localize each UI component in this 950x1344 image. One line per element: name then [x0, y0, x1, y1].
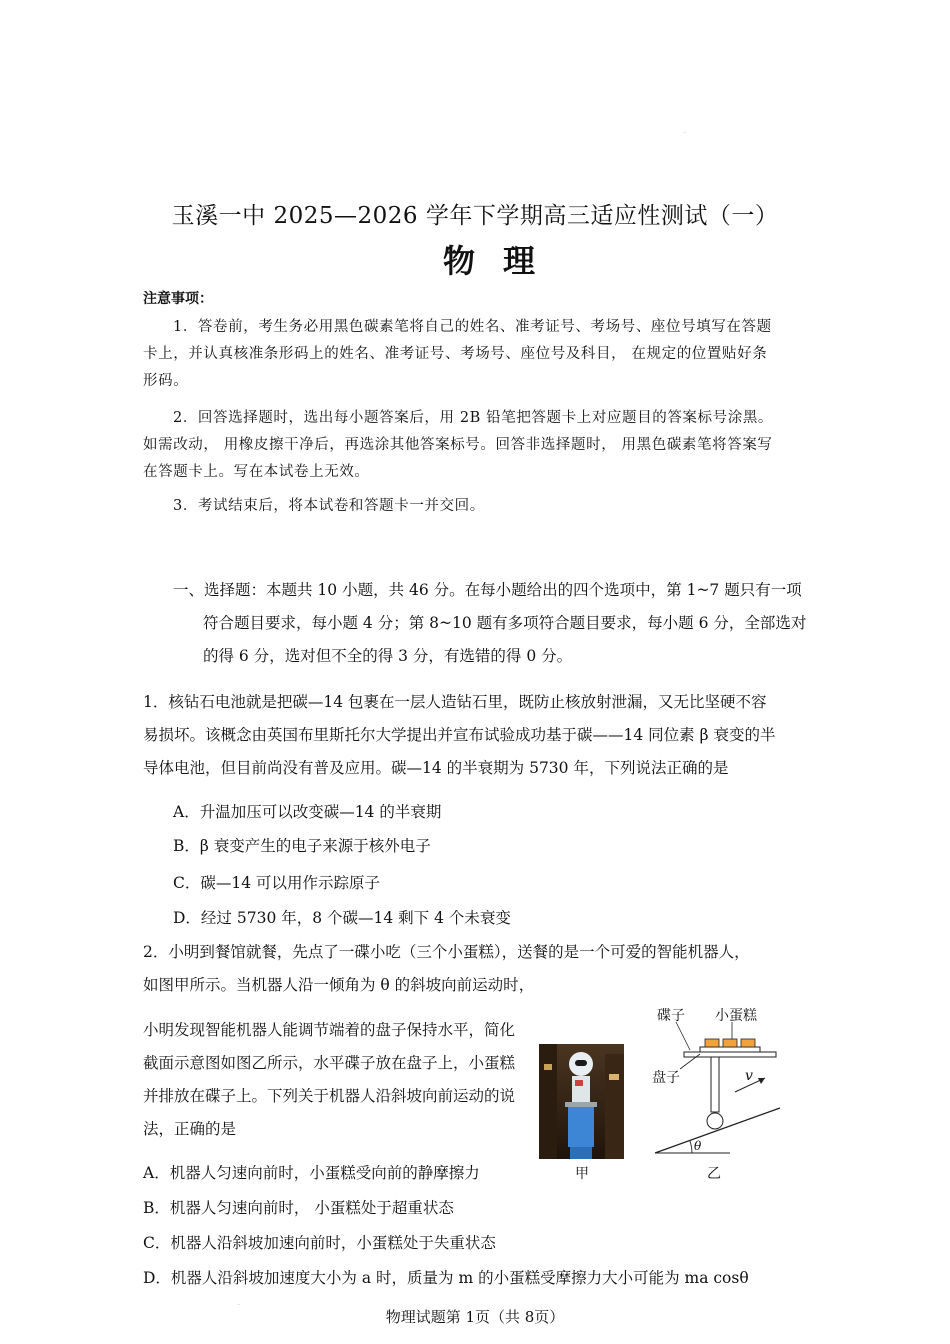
label-theta: θ [694, 1139, 702, 1153]
label-cakes: 小蛋糕 [715, 1008, 757, 1024]
notice-item-1: 1．答卷前，考生务必用黑色碳素笔将自己的姓名、准考证号、考场号、座位号填写在答题卡上，并认真核准条形码上的姓名、准考证号、考场号、座位号及科目， 在规定的位置贴好条形码。 [143, 319, 772, 389]
label-tray: 盘子 [652, 1070, 680, 1086]
notice-item-2: 2．回答选择题时，选出每小题答案后，用 2B 铅笔把答题卡上对应题目的答案标号涂黑。如需改动， 用橡皮擦干净后，再选涂其他答案标号。回答非选择题时， 用黑色碳素笔将答案写在答题卡上。写在本试卷上无效。 [143, 410, 774, 480]
caption-a: 甲 [575, 1166, 589, 1182]
scan-dot: . [684, 128, 686, 135]
scan-dot-bottom: . [238, 1300, 240, 1307]
section-intro: 一、选择题：本题共 10 小题，共 46 分。在每小题给出的四个选项中，第 1~7 题只有一项符合题目要求，每小题 4 分；第 8~10 题有多项符合题目要求，每小题 6 分，全部选对的得 6 分，选对但不全的得 3 分，有选错的得 0 分。 [173, 581, 807, 665]
label-plate: 碟子 [657, 1008, 685, 1024]
q2-option-d: D．机器人沿斜坡加速度大小为 a 时，质量为 m 的小蛋糕受摩擦力大小可能为 ma cosθ [143, 1269, 749, 1287]
q1-stem: 1．核钻石电池就是把碳—14 包裹在一层人造钻石里，既防止核放射泄漏，又无比坚硬不容易损坏。该概念由英国布里斯托尔大学提出并宣布试验成功基于碳——14 同位素 β 衰变的半导体电池，但目前尚没有普及应用。碳—14 的半衰期为 5730 年，下列说法正确的是 [143, 693, 776, 777]
label-velocity: v [745, 1068, 753, 1084]
q2-option-a: A．机器人匀速向前时，小蛋糕受向前的静摩擦力 [143, 1164, 480, 1182]
q1-option-a: A．升温加压可以改变碳—14 的半衰期 [173, 803, 442, 821]
q2-stem: 2．小明到餐馆就餐，先点了一碟小吃（三个小蛋糕），送餐的是一个可爱的智能机器人，如图甲所示。当机器人沿一倾角为 θ 的斜坡向前运动时， [143, 943, 750, 994]
q1-option-c: C．碳—14 可以用作示踪原子 [173, 874, 381, 892]
notice-heading: 注意事项： [143, 291, 213, 307]
exam-title: 玉溪一中 2025—2026 学年下学期高三适应性测试（一） [171, 203, 779, 229]
q1-option-b: B．β 衰变产生的电子来源于核外电子 [173, 837, 431, 855]
notice-item-3: 3．考试结束后，将本试卷和答题卡一并交回。 [173, 498, 485, 514]
q2-stem-continued: 小明发现智能机器人能调节端着的盘子保持水平，简化截面示意图如图乙所示，水平碟子放在盘子上，小蛋糕并排放在碟子上。下列关于机器人沿斜坡向前运动的说法，正确的是 [143, 1021, 516, 1138]
q1-option-d: D．经过 5730 年，8 个碳—14 剩下 4 个未衰变 [173, 909, 511, 927]
robot-photo [539, 1044, 624, 1159]
caption-b: 乙 [707, 1166, 721, 1182]
q2-option-b: B．机器人匀速向前时， 小蛋糕处于超重状态 [143, 1199, 454, 1217]
q2-option-c: C．机器人沿斜坡加速向前时，小蛋糕处于失重状态 [143, 1234, 496, 1252]
subject-title: 物理 [442, 242, 563, 280]
page-footer: 物理试题第 1页（共 8页） [385, 1308, 565, 1326]
